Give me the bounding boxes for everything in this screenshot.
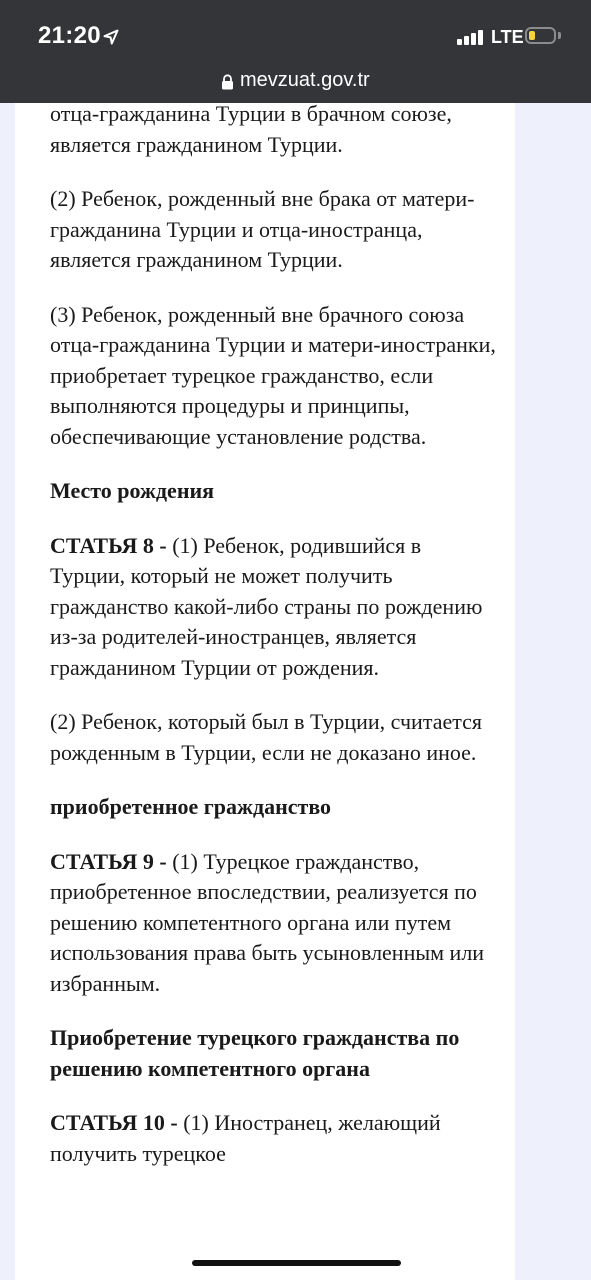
article-paragraph	[50, 1108, 500, 1169]
network-type: LTE	[491, 27, 524, 47]
article-label: СТАТЬЯ 9 -	[50, 848, 167, 874]
location-arrow-icon	[103, 29, 119, 45]
section-heading: Место рождения	[50, 478, 215, 503]
article-paragraph	[50, 531, 500, 684]
article-label: СТАТЬЯ 8 -	[50, 532, 167, 558]
address-bar-url[interactable]: mevzuat.gov.tr	[240, 69, 370, 91]
home-indicator[interactable]	[192, 1260, 401, 1266]
battery-low-icon	[525, 27, 556, 44]
lock-icon	[221, 74, 234, 90]
article-text: (1) Турецкое гражданство, приобретенное впоследствии, реализуется по решению компетентного органа или путем использования права быть усыновленным или избранным.	[50, 848, 485, 996]
signal-bars-icon	[457, 30, 484, 45]
battery-cap	[558, 32, 561, 39]
paragraph: (2) Ребенок, который был в Турции, считается рожденным в Турции, если не доказано иное.	[50, 709, 482, 765]
clock-time: 21:20	[38, 22, 101, 49]
status-bar	[0, 0, 591, 103]
section-heading: приобретенное гражданство	[50, 794, 332, 819]
article-label: СТАТЬЯ 10 -	[50, 1110, 178, 1135]
section-heading: Приобретение турецкого гражданства по решению компетентного органа	[50, 1025, 460, 1081]
law-text	[50, 103, 500, 1193]
article-text: (1) Ребенок, родившийся в Турции, который не может получить гражданство какой-либо страны по рождению из-за родителей-иностранцев, является гражданином Турции от рождения.	[50, 532, 483, 680]
article-paragraph	[50, 847, 500, 1000]
paragraph: (2) Ребенок, рожденный вне брака от матери-гражданина Турции и отца-иностранца, является гражданином Турции.	[50, 186, 475, 272]
page-content-area[interactable]	[15, 103, 515, 1280]
article-text: (1) Иностранец, желающий получить турецкое	[50, 1110, 441, 1166]
paragraph: отца-гражданина Турции в брачном союзе, является гражданином Турции.	[50, 103, 452, 157]
paragraph: (3) Ребенок, рожденный вне брачного союза отца-гражданина Турции и матери-иностранки, приобретает турецкое гражданство, если выполняются процедуры и принципы, обеспечивающие установление родства.	[50, 301, 496, 449]
